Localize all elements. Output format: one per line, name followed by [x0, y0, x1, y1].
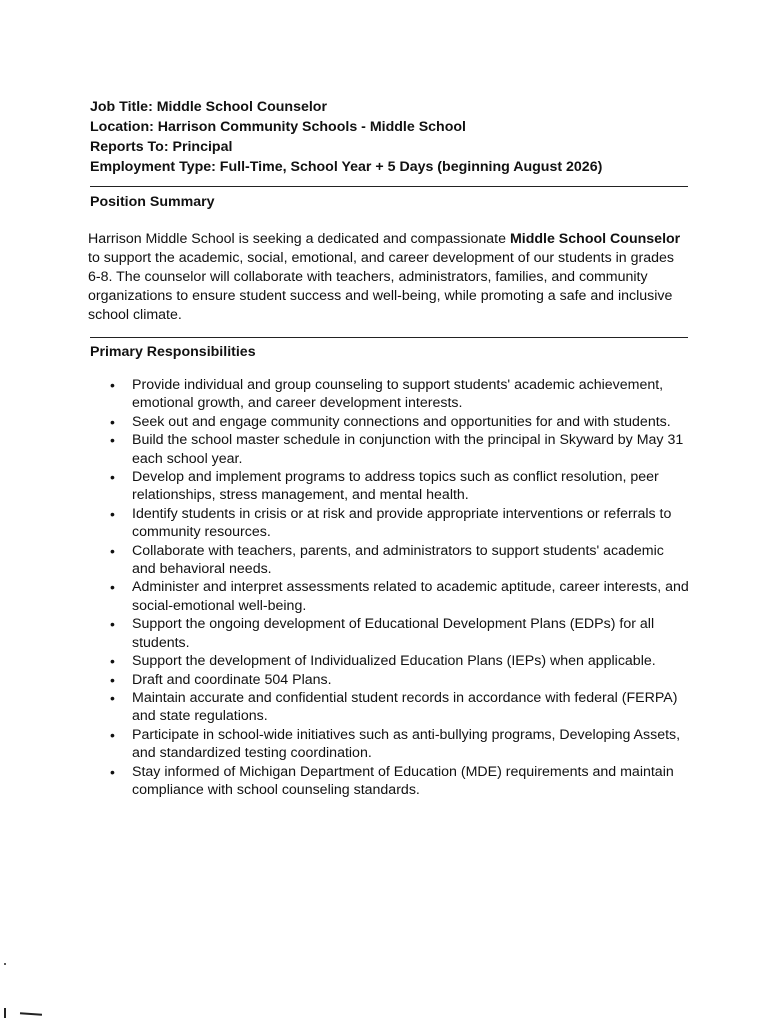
- bullet-icon: •: [110, 469, 115, 486]
- position-summary-heading: Position Summary: [90, 194, 215, 210]
- summary-line: 6-8. The counselor will collaborate with teachers, administrators, families, and community: [88, 269, 648, 285]
- responsibility-item: [110, 763, 710, 800]
- responsibility-line: Stay informed of Michigan Department of Education (MDE) requirements and maintain: [132, 763, 674, 780]
- responsibility-item: [110, 505, 710, 542]
- responsibility-line: Seek out and engage community connections and opportunities for and with students.: [132, 413, 671, 430]
- bullet-icon: •: [110, 653, 115, 670]
- bullet-icon: •: [110, 671, 115, 688]
- responsibility-line: Administer and interpret assessments related to academic aptitude, career interests, and: [132, 579, 689, 596]
- bullet-icon: •: [110, 377, 115, 393]
- summary-line: school climate.: [88, 307, 182, 323]
- responsibilities-heading: Primary Responsibilities: [90, 344, 256, 360]
- responsibility-item: [110, 431, 710, 468]
- responsibility-line: relationships, stress management, and mental health.: [132, 487, 469, 504]
- summary-line: [88, 230, 688, 249]
- responsibility-line: social-emotional well-being.: [132, 597, 307, 614]
- responsibility-line: Maintain accurate and confidential student records in accordance with federal (FERPA): [132, 689, 678, 706]
- responsibility-item: [110, 671, 710, 689]
- divider-rule: [90, 186, 688, 187]
- bullet-icon: •: [110, 726, 115, 743]
- job-location: Location: Harrison Community Schools - Middle School: [90, 119, 466, 135]
- responsibility-line: Support the development of Individualized Education Plans (IEPs) when applicable.: [132, 653, 656, 670]
- responsibility-line: Provide individual and group counseling to support students' academic achievement,: [132, 377, 664, 393]
- bullet-icon: •: [110, 542, 115, 559]
- bullet-icon: •: [110, 616, 115, 633]
- responsibility-line: students.: [132, 634, 190, 651]
- responsibility-item: [110, 578, 710, 615]
- responsibility-line: and behavioral needs.: [132, 561, 272, 578]
- responsibility-item: [110, 726, 710, 763]
- responsibility-item: [110, 615, 710, 652]
- summary-bold-role: Middle School Counselor: [509, 231, 681, 247]
- bullet-icon: •: [110, 413, 115, 430]
- summary-line: organizations to ensure student success and well-being, while promoting a safe and inclusive: [88, 288, 673, 304]
- responsibility-item: [110, 413, 710, 431]
- bullet-icon: •: [110, 763, 115, 780]
- responsibility-line: and standardized testing coordination.: [132, 745, 372, 762]
- bullet-icon: •: [110, 579, 115, 596]
- responsibilities-list: [110, 376, 710, 799]
- scan-artifact-dot: [4, 963, 6, 965]
- bullet-icon: •: [110, 432, 115, 449]
- responsibility-line: emotional growth, and career development interests.: [132, 395, 463, 412]
- responsibility-line: compliance with school counseling standards.: [132, 781, 420, 798]
- responsibility-line: each school year.: [132, 450, 243, 467]
- job-reports-to: Reports To: Principal: [90, 139, 233, 155]
- responsibility-item: [110, 689, 710, 726]
- responsibility-line: Collaborate with teachers, parents, and administrators to support students' academic: [132, 542, 664, 559]
- bullet-icon: •: [110, 505, 115, 522]
- responsibility-line: Identify students in crisis or at risk and provide appropriate interventions or referrals to: [132, 505, 672, 522]
- bullet-icon: •: [110, 689, 115, 706]
- scan-artifact-mark: [4, 1008, 6, 1018]
- summary-line: to support the academic, social, emotional, and career development of our students in grades: [88, 250, 674, 266]
- responsibility-line: Develop and implement programs to address topics such as conflict resolution, peer: [132, 469, 659, 486]
- responsibility-line: Support the ongoing development of Educational Development Plans (EDPs) for all: [132, 616, 655, 633]
- responsibility-item: [110, 542, 710, 579]
- responsibility-line: Participate in school-wide initiatives such as anti-bullying programs, Developing Assets,: [132, 726, 681, 743]
- responsibility-line: and state regulations.: [132, 708, 268, 725]
- responsibility-line: Draft and coordinate 504 Plans.: [132, 671, 332, 688]
- responsibility-line: Build the school master schedule in conjunction with the principal in Skyward by May 31: [132, 432, 684, 449]
- summary-line-text: Harrison Middle School is seeking a dedicated and compassionate: [88, 231, 510, 247]
- position-summary-text: [88, 230, 688, 325]
- responsibility-line: community resources.: [132, 524, 271, 541]
- job-header: [90, 97, 730, 177]
- job-employment-type: Employment Type: Full-Time, School Year + 5 Days (beginning August 2026): [90, 159, 603, 175]
- responsibility-item: [110, 468, 710, 505]
- scan-artifact-dash: [20, 1012, 42, 1015]
- divider-rule: [90, 337, 688, 338]
- job-title: Job Title: Middle School Counselor: [90, 99, 327, 115]
- responsibility-item: [110, 376, 710, 413]
- responsibility-item: [110, 652, 710, 670]
